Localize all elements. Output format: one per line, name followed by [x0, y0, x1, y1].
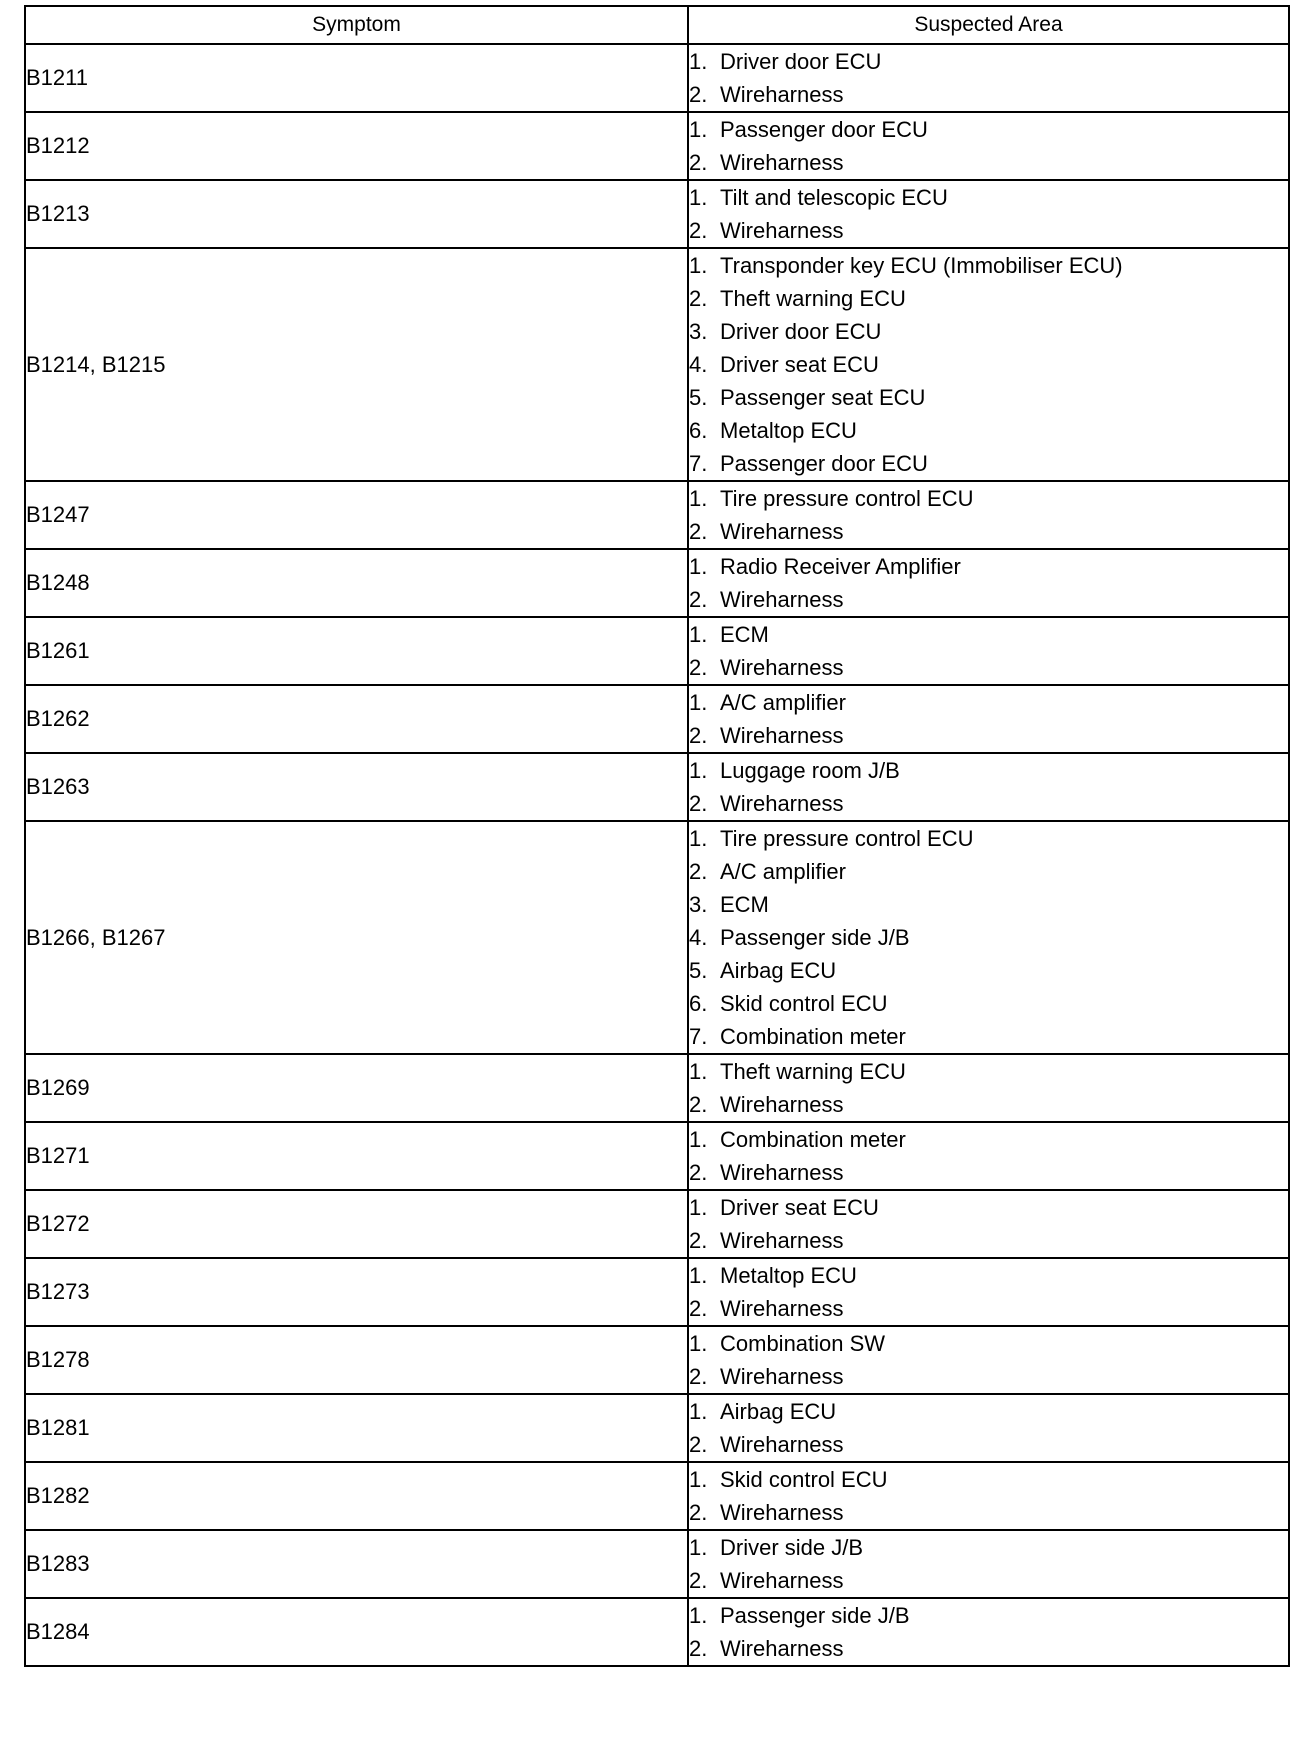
list-item — [689, 1531, 1288, 1564]
suspected-area-item: Driver door ECU — [720, 319, 882, 344]
table-row — [25, 753, 1289, 821]
table-row — [25, 44, 1289, 112]
item-number: 2. — [689, 587, 708, 612]
list-item — [689, 987, 1288, 1020]
list-item — [689, 1055, 1288, 1088]
list-item — [689, 1259, 1288, 1292]
item-number: 2. — [689, 1500, 708, 1525]
symptom-code: B1248 — [25, 549, 688, 617]
list-item — [689, 414, 1288, 447]
symptom-code: B1272 — [25, 1190, 688, 1258]
suspected-area-item: Driver seat ECU — [720, 1195, 879, 1220]
suspected-area-list — [689, 1259, 1288, 1325]
item-number: 2. — [689, 1432, 708, 1457]
suspected-area-list — [689, 1463, 1288, 1529]
suspected-area-list — [689, 550, 1288, 616]
item-number: 2. — [689, 859, 708, 884]
list-item — [689, 282, 1288, 315]
suspected-area-item: Tire pressure control ECU — [720, 486, 974, 511]
suspected-area-cell — [688, 1122, 1289, 1190]
item-number: 2. — [689, 1092, 708, 1117]
suspected-area-item: Wireharness — [720, 1364, 844, 1389]
symptom-code: B1271 — [25, 1122, 688, 1190]
table-row — [25, 1530, 1289, 1598]
list-item — [689, 45, 1288, 78]
item-number: 2. — [689, 723, 708, 748]
item-number: 7. — [689, 1024, 708, 1049]
suspected-area-list — [689, 1123, 1288, 1189]
suspected-area-item: Skid control ECU — [720, 991, 888, 1016]
item-number: 2. — [689, 1636, 708, 1661]
suspected-area-cell — [688, 1326, 1289, 1394]
symptom-code: B1214, B1215 — [25, 248, 688, 481]
suspected-area-item: Driver side J/B — [720, 1535, 864, 1560]
list-item — [689, 146, 1288, 179]
list-item — [689, 1327, 1288, 1360]
list-item — [689, 1564, 1288, 1597]
list-item — [689, 348, 1288, 381]
item-number: 6. — [689, 418, 708, 443]
list-item — [689, 482, 1288, 515]
suspected-area-item: Combination meter — [720, 1127, 906, 1152]
suspected-area-cell — [688, 1598, 1289, 1666]
item-number: 1. — [689, 1059, 708, 1084]
suspected-area-item: Passenger side J/B — [720, 1603, 910, 1628]
list-item — [689, 550, 1288, 583]
item-number: 3. — [689, 892, 708, 917]
suspected-area-list — [689, 822, 1288, 1053]
suspected-area-item: Tilt and telescopic ECU — [720, 185, 948, 210]
table-row — [25, 1326, 1289, 1394]
list-item — [689, 618, 1288, 651]
suspected-area-item: Passenger seat ECU — [720, 385, 926, 410]
list-item — [689, 651, 1288, 684]
item-number: 1. — [689, 486, 708, 511]
symptom-code: B1212 — [25, 112, 688, 180]
suspected-area-item: Radio Receiver Amplifier — [720, 554, 961, 579]
suspected-area-item: Passenger door ECU — [720, 117, 928, 142]
suspected-area-item: Wireharness — [720, 723, 844, 748]
list-item — [689, 1156, 1288, 1189]
item-number: 1. — [689, 185, 708, 210]
item-number: 7. — [689, 451, 708, 476]
suspected-area-list — [689, 686, 1288, 752]
suspected-area-item: A/C amplifier — [720, 859, 846, 884]
item-number: 1. — [689, 49, 708, 74]
list-item — [689, 315, 1288, 348]
list-item — [689, 583, 1288, 616]
item-number: 2. — [689, 791, 708, 816]
list-item — [689, 1599, 1288, 1632]
suspected-area-cell — [688, 1530, 1289, 1598]
list-item — [689, 888, 1288, 921]
suspected-area-list — [689, 618, 1288, 684]
list-item — [689, 954, 1288, 987]
table-row — [25, 481, 1289, 549]
suspected-area-cell — [688, 1394, 1289, 1462]
suspected-area-item: ECM — [720, 892, 769, 917]
suspected-area-item: Combination SW — [720, 1331, 886, 1356]
symptom-code: B1283 — [25, 1530, 688, 1598]
item-number: 2. — [689, 286, 708, 311]
list-item — [689, 754, 1288, 787]
suspected-area-list — [689, 1599, 1288, 1665]
list-item — [689, 1360, 1288, 1393]
suspected-area-item: Transponder key ECU (Immobiliser ECU) — [720, 253, 1123, 278]
table-row — [25, 1190, 1289, 1258]
table-row — [25, 112, 1289, 180]
item-number: 4. — [689, 925, 708, 950]
suspected-area-item: ECM — [720, 622, 769, 647]
table-row — [25, 1598, 1289, 1666]
item-number: 1. — [689, 758, 708, 783]
item-number: 5. — [689, 958, 708, 983]
suspected-area-item: Wireharness — [720, 82, 844, 107]
list-item — [689, 1020, 1288, 1053]
suspected-area-item: Theft warning ECU — [720, 1059, 906, 1084]
suspected-area-list — [689, 45, 1288, 111]
item-number: 1. — [689, 1535, 708, 1560]
table-row — [25, 1122, 1289, 1190]
suspected-area-cell — [688, 549, 1289, 617]
suspected-area-item: Wireharness — [720, 1092, 844, 1117]
list-item — [689, 787, 1288, 820]
suspected-area-item: Wireharness — [720, 1568, 844, 1593]
item-number: 2. — [689, 1568, 708, 1593]
symptom-code: B1266, B1267 — [25, 821, 688, 1054]
list-item — [689, 1224, 1288, 1257]
suspected-area-item: Wireharness — [720, 1160, 844, 1185]
list-item — [689, 1496, 1288, 1529]
list-item — [689, 113, 1288, 146]
suspected-area-list — [689, 1531, 1288, 1597]
list-item — [689, 921, 1288, 954]
list-item — [689, 381, 1288, 414]
list-item — [689, 515, 1288, 548]
item-number: 1. — [689, 1603, 708, 1628]
item-number: 1. — [689, 622, 708, 647]
suspected-area-item: Wireharness — [720, 1636, 844, 1661]
suspected-area-item: A/C amplifier — [720, 690, 846, 715]
suspected-area-item: Wireharness — [720, 1228, 844, 1253]
table-row — [25, 1054, 1289, 1122]
list-item — [689, 249, 1288, 282]
item-number: 1. — [689, 117, 708, 142]
list-item — [689, 1632, 1288, 1665]
symptom-code: B1211 — [25, 44, 688, 112]
suspected-area-list — [689, 1055, 1288, 1121]
item-number: 2. — [689, 150, 708, 175]
item-number: 2. — [689, 1364, 708, 1389]
item-number: 6. — [689, 991, 708, 1016]
list-item — [689, 1123, 1288, 1156]
suspected-area-cell — [688, 1462, 1289, 1530]
suspected-area-item: Wireharness — [720, 1432, 844, 1457]
item-number: 5. — [689, 385, 708, 410]
suspected-area-item: Wireharness — [720, 150, 844, 175]
suspected-area-list — [689, 1191, 1288, 1257]
suspected-area-item: Wireharness — [720, 519, 844, 544]
suspected-area-cell — [688, 753, 1289, 821]
symptom-header: Symptom — [25, 6, 688, 44]
header-row — [25, 6, 1289, 44]
suspected-area-list — [689, 249, 1288, 480]
table-row — [25, 685, 1289, 753]
symptom-code: B1282 — [25, 1462, 688, 1530]
suspected-area-cell — [688, 1258, 1289, 1326]
symptom-code: B1273 — [25, 1258, 688, 1326]
suspected-area-cell — [688, 1054, 1289, 1122]
suspected-area-item: Airbag ECU — [720, 958, 837, 983]
table-row — [25, 617, 1289, 685]
suspected-area-item: Wireharness — [720, 791, 844, 816]
suspected-area-item: Driver door ECU — [720, 49, 882, 74]
suspected-area-item: Metaltop ECU — [720, 418, 857, 443]
suspected-area-cell — [688, 617, 1289, 685]
symptom-code: B1281 — [25, 1394, 688, 1462]
item-number: 2. — [689, 82, 708, 107]
symptom-code: B1269 — [25, 1054, 688, 1122]
list-item — [689, 78, 1288, 111]
table-row — [25, 180, 1289, 248]
suspected-area-cell — [688, 821, 1289, 1054]
suspected-area-item: Wireharness — [720, 1296, 844, 1321]
item-number: 1. — [689, 826, 708, 851]
item-number: 1. — [689, 1331, 708, 1356]
symptom-code: B1278 — [25, 1326, 688, 1394]
suspected-area-list — [689, 113, 1288, 179]
list-item — [689, 822, 1288, 855]
list-item — [689, 447, 1288, 480]
suspected-area-list — [689, 1327, 1288, 1393]
list-item — [689, 1088, 1288, 1121]
list-item — [689, 181, 1288, 214]
symptom-code: B1247 — [25, 481, 688, 549]
suspected-area-cell — [688, 481, 1289, 549]
list-item — [689, 1428, 1288, 1461]
list-item — [689, 719, 1288, 752]
table-row — [25, 821, 1289, 1054]
suspected-area-cell — [688, 180, 1289, 248]
suspected-area-cell — [688, 44, 1289, 112]
symptom-code: B1263 — [25, 753, 688, 821]
list-item — [689, 1191, 1288, 1224]
suspected-area-cell — [688, 685, 1289, 753]
list-item — [689, 1463, 1288, 1496]
item-number: 4. — [689, 352, 708, 377]
item-number: 1. — [689, 253, 708, 278]
table-row — [25, 1462, 1289, 1530]
suspected-area-item: Passenger door ECU — [720, 451, 928, 476]
table-row — [25, 549, 1289, 617]
suspected-area-item: Airbag ECU — [720, 1399, 837, 1424]
suspected-area-item: Passenger side J/B — [720, 925, 910, 950]
suspected-area-header: Suspected Area — [688, 6, 1289, 44]
item-number: 1. — [689, 1467, 708, 1492]
suspected-area-item: Wireharness — [720, 218, 844, 243]
table-row — [25, 248, 1289, 481]
item-number: 2. — [689, 218, 708, 243]
suspected-area-list — [689, 181, 1288, 247]
list-item — [689, 855, 1288, 888]
symptom-code: B1213 — [25, 180, 688, 248]
suspected-area-item: Tire pressure control ECU — [720, 826, 974, 851]
suspected-area-item: Theft warning ECU — [720, 286, 906, 311]
list-item — [689, 686, 1288, 719]
list-item — [689, 1395, 1288, 1428]
item-number: 1. — [689, 554, 708, 579]
suspected-area-item: Driver seat ECU — [720, 352, 879, 377]
item-number: 1. — [689, 690, 708, 715]
item-number: 2. — [689, 655, 708, 680]
suspected-area-item: Metaltop ECU — [720, 1263, 857, 1288]
suspected-area-list — [689, 482, 1288, 548]
list-item — [689, 1292, 1288, 1325]
dtc-table — [24, 5, 1290, 1667]
suspected-area-cell — [688, 112, 1289, 180]
suspected-area-item: Combination meter — [720, 1024, 906, 1049]
item-number: 3. — [689, 319, 708, 344]
symptom-code: B1284 — [25, 1598, 688, 1666]
suspected-area-cell — [688, 1190, 1289, 1258]
item-number: 1. — [689, 1195, 708, 1220]
table-row — [25, 1258, 1289, 1326]
item-number: 1. — [689, 1399, 708, 1424]
item-number: 2. — [689, 1160, 708, 1185]
table-row — [25, 1394, 1289, 1462]
suspected-area-item: Luggage room J/B — [720, 758, 900, 783]
symptom-code: B1262 — [25, 685, 688, 753]
suspected-area-item: Wireharness — [720, 1500, 844, 1525]
list-item — [689, 214, 1288, 247]
suspected-area-item: Skid control ECU — [720, 1467, 888, 1492]
item-number: 2. — [689, 1296, 708, 1321]
suspected-area-list — [689, 1395, 1288, 1461]
suspected-area-list — [689, 754, 1288, 820]
symptom-code: B1261 — [25, 617, 688, 685]
item-number: 2. — [689, 519, 708, 544]
item-number: 1. — [689, 1263, 708, 1288]
item-number: 2. — [689, 1228, 708, 1253]
table-body — [25, 44, 1289, 1666]
item-number: 1. — [689, 1127, 708, 1152]
suspected-area-item: Wireharness — [720, 655, 844, 680]
suspected-area-item: Wireharness — [720, 587, 844, 612]
suspected-area-cell — [688, 248, 1289, 481]
